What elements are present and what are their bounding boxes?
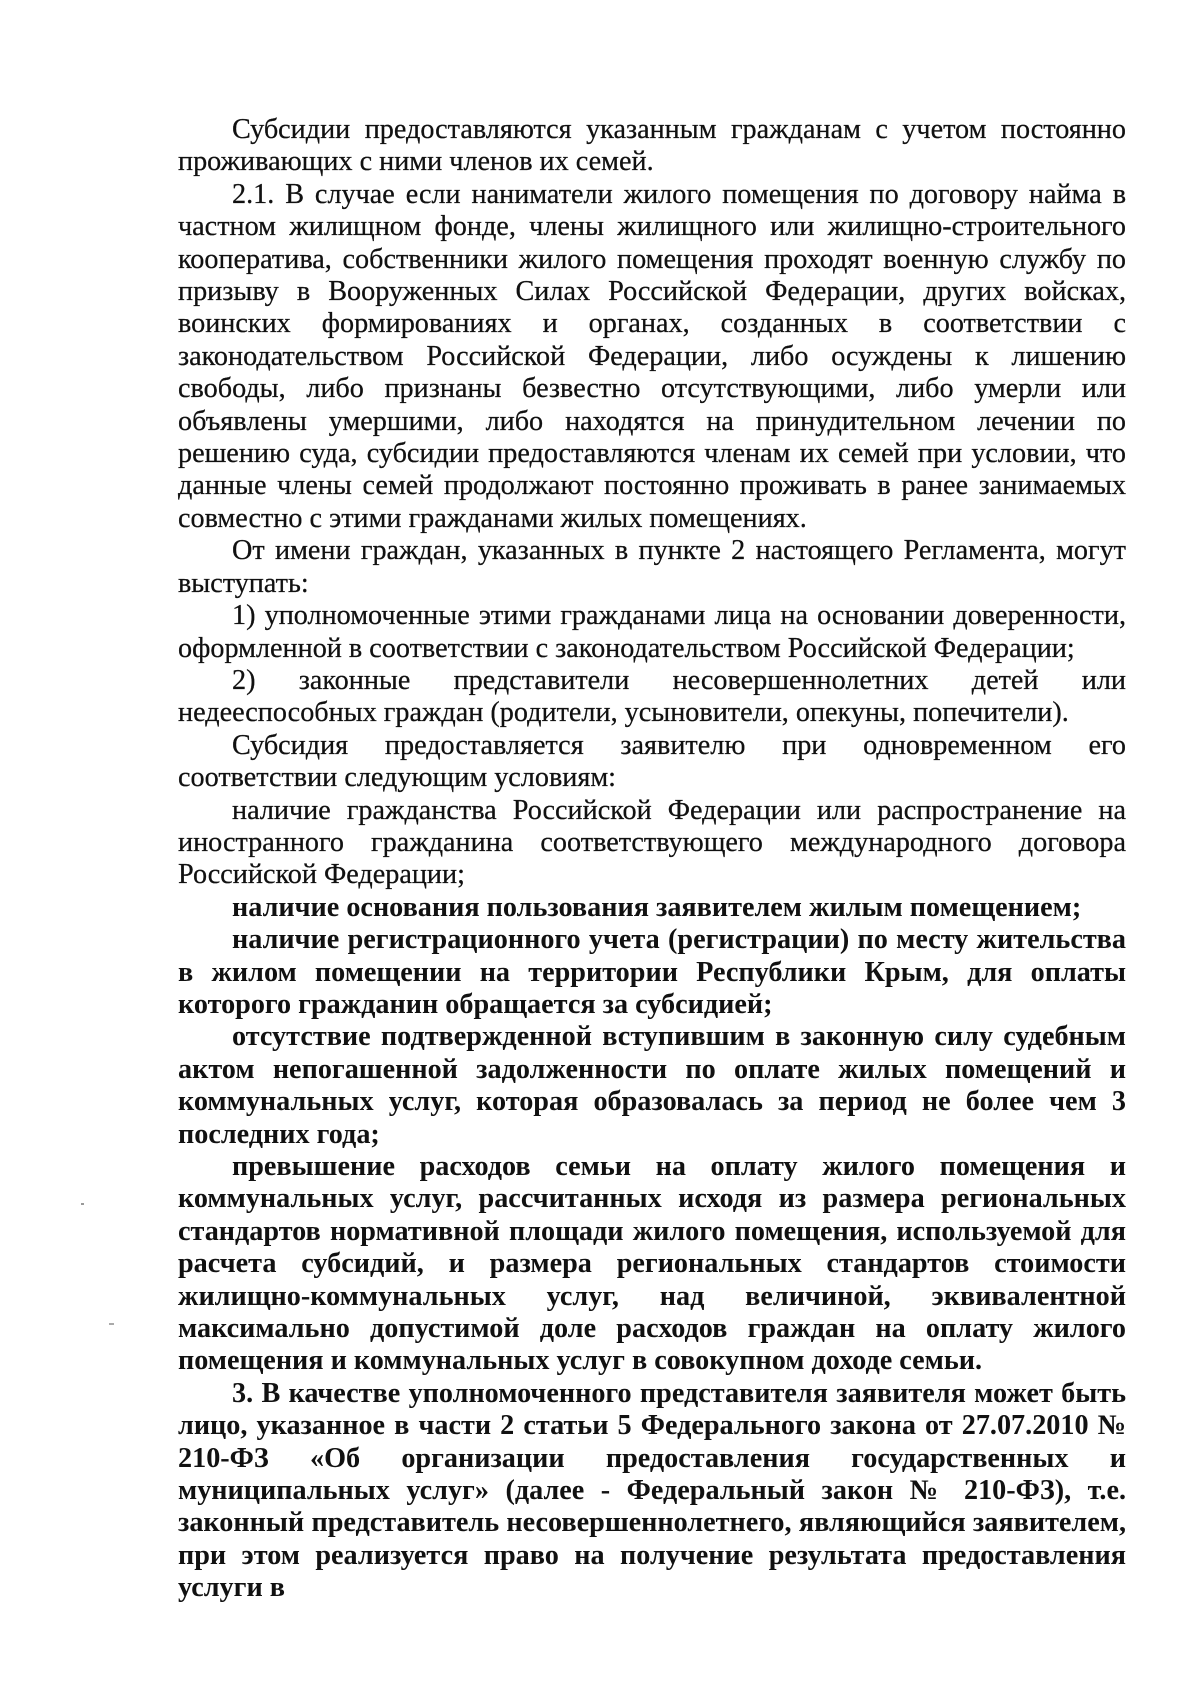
document-body xyxy=(178,114,1126,1605)
paragraph-item-1: 1) уполномоченные этими гражданами лица на основании доверенности, оформленной в соответствии с законодательством Российской Федерации; xyxy=(178,600,1126,664)
paragraph-item-2: 2) законные представители несовершеннолетних детей или недееспособных граждан (родители, усыновители, опекуны, попечители). xyxy=(178,664,1126,729)
paragraph-condition-citizenship: наличие гражданства Российской Федерации или распространение на иностранного гражданина соответствующего международного договора Российской Федерации; xyxy=(178,794,1126,891)
paragraph-3: 3. В качестве уполномоченного представителя заявителя может быть лицо, указанное в части 2 статьи 5 Федерального закона от 27.07.2010 № 210-ФЗ «Об организации предоставления государственных и муниципальных услуг» (далее - Федеральный закон № 210-ФЗ), т.е. законный представитель несовершеннолетнего, являющийся заявителем, при этом реализуется право на получение результата предоставления услуги в xyxy=(178,1377,1126,1604)
paragraph-condition-housing-basis: наличие основания пользования заявителем жилым помещением; xyxy=(232,891,1082,923)
paragraph-condition-registration: наличие регистрационного учета (регистрации) по месту жительства в жилом помещении на территории Республики Крым, для оплаты которого гражданин обращается за субсидией; xyxy=(178,924,1126,1020)
scan-speck xyxy=(109,1323,114,1325)
paragraph-conditions-intro: Субсидия предоставляется заявителю при одновременном его соответствии следующим условиям: xyxy=(178,729,1126,794)
paragraph-subsidy-family: Субсидии предоставляются указанным гражданам с учетом постоянно проживающих с ними членов их семей. xyxy=(178,114,1126,178)
paragraph-condition-no-debt: отсутствие подтвержденной вступившим в законную силу судебным актом непогашенной задолженности по оплате жилых помещений и коммунальных услуг, которая образовалась за период не более чем 3 последних года; xyxy=(178,1021,1126,1150)
paragraph-representatives-intro: От имени граждан, указанных в пункте 2 настоящего Регламента, могут выступать: xyxy=(178,535,1126,599)
scan-speck xyxy=(81,1203,84,1205)
paragraph-2-1: 2.1. В случае если наниматели жилого помещения по договору найма в частном жилищном фонде, члены жилищного или жилищно-строительного кооператива, собственники жилого помещения проходят военную службу по призыву в Вооруженных Силах Российской Федерации, других войсках, воинских формированиях и органах, созданных в соответствии с законодательством Российской Федерации, либо осуждены к лишению свободы, либо признаны безвестно отсутствующими, либо умерли или объявлены умершими, либо находятся на принудительном лечении по решению суда, субсидии предоставляются членам их семей при условии, что данные члены семей продолжают постоянно проживать в ранее занимаемых совместно с этими гражданами жилых помещениях. xyxy=(178,178,1126,534)
paragraph-condition-expenses: превышение расходов семьи на оплату жилого помещения и коммунальных услуг, рассчитанных исходя из размера региональных стандартов нормативной площади жилого помещения, используемой для расчета субсидий, и размера региональных стандартов стоимости жилищно-коммунальных услуг, над величиной, эквивалентной максимально допустимой доле расходов граждан на оплату жилого помещения и коммунальных услуг в совокупном доходе семьи. xyxy=(178,1151,1126,1377)
